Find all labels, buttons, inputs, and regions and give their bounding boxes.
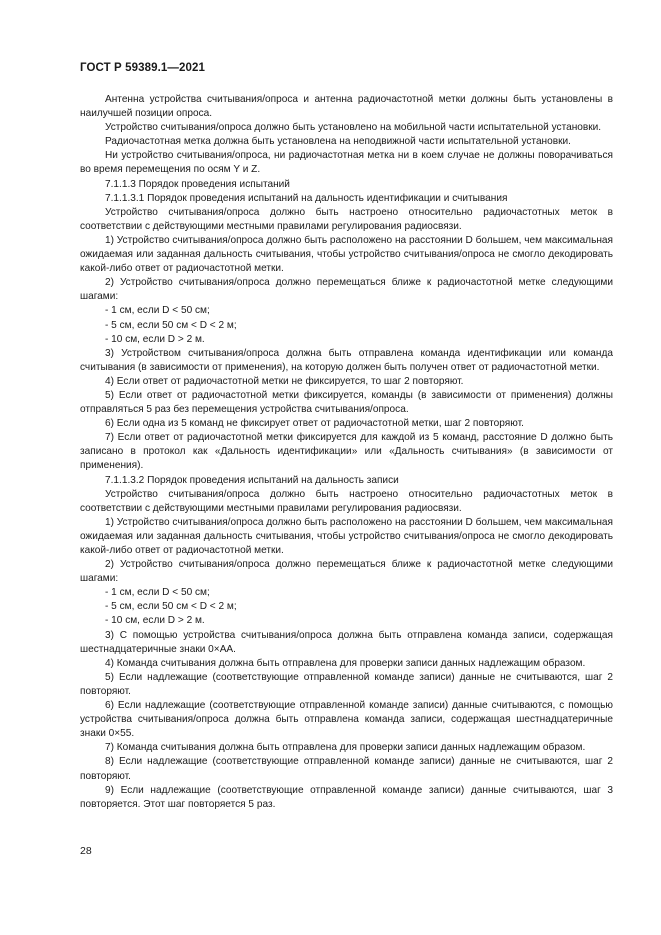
list-item: - 1 см, если D < 50 см;	[105, 587, 210, 599]
step-item: 5) Если надлежащие (соответствующие отправленной команде записи) данные не считываются, шаг 2 повторяют.	[80, 671, 613, 697]
document-header: ГОСТ Р 59389.1—2021	[80, 62, 205, 74]
step-item: 1) Устройство считывания/опроса должно быть расположено на расстоянии D большем, чем максимальная ожидаемая или заданная дальность считывания, чтобы устройство считывания/опроса не смогло декодировать какой-либо ответ от радиочастотной метки.	[80, 516, 613, 556]
step-item: 2) Устройство считывания/опроса должно перемещаться ближе к радиочастотной метке следующими шагами:	[80, 559, 613, 585]
paragraph: Устройство считывания/опроса должно быть установлено на мобильной части испытательной установки.	[105, 122, 602, 134]
step-item: 7) Если ответ от радиочастотной метки фиксируется для каждой из 5 команд, расстояние D должно быть записано в протокол как «Дальность идентификации» или «Дальность считывания» (в зависимости от применения).	[80, 432, 613, 472]
section-heading: 7.1.1.3 Порядок проведения испытаний	[105, 178, 290, 190]
step-item: 6) Если одна из 5 команд не фиксирует ответ от радиочастотной метки, шаг 2 повторяют.	[105, 418, 524, 430]
page-number: 28	[80, 845, 92, 857]
list-item: - 10 см, если D > 2 м.	[105, 615, 205, 627]
list-item: - 10 см, если D > 2 м.	[105, 333, 205, 345]
step-item: 8) Если надлежащие (соответствующие отправленной команде записи) данные не считываются, шаг 2 повторяют.	[80, 756, 613, 782]
paragraph: Устройство считывания/опроса должно быть настроено относительно радиочастотных меток в соответствии с действующими местными правилами регулирования радиосвязи.	[80, 206, 613, 232]
list-item: - 1 см, если D < 50 см;	[105, 305, 210, 317]
step-item: 3) С помощью устройства считывания/опроса должна быть отправлена команда записи, содержащая шестнадцатеричные знаки 0×AA.	[80, 629, 613, 655]
step-item: 4) Команда считывания должна быть отправлена для проверки записи данных надлежащим образом.	[105, 657, 586, 669]
paragraph: Устройство считывания/опроса должно быть настроено относительно радиочастотных меток в соответствии с действующими местными правилами регулирования радиосвязи.	[80, 488, 613, 514]
step-item: 2) Устройство считывания/опроса должно перемещаться ближе к радиочастотной метке следующими шагами:	[80, 277, 613, 303]
step-item: 6) Если надлежащие (соответствующие отправленной команде записи) данные считываются, с помощью устройства считывания/опроса должна быть отправлена команда записи, содержащая шестнадцатеричные знаки 0×55.	[80, 700, 613, 740]
step-item: 7) Команда считывания должна быть отправлена для проверки записи данных надлежащим образом.	[105, 742, 586, 754]
paragraph: Ни устройство считывания/опроса, ни радиочастотная метка ни в коем случае не должны поворачиваться во время перемещения по осям Y и Z.	[80, 150, 613, 176]
step-item: 3) Устройством считывания/опроса должна быть отправлена команда идентификации или команда считывания (в зависимости от применения), на которую должен быть получен ответ от радиочастотной метки.	[80, 347, 613, 373]
step-item: 5) Если ответ от радиочастотной метки фиксируется, команды (в зависимости от применения) должны отправляться 5 раз без перемещения устройства считывания/опроса.	[80, 389, 613, 416]
document-body	[80, 93, 613, 812]
step-item: 1) Устройство считывания/опроса должно быть расположено на расстоянии D большем, чем максимальная ожидаемая или заданная дальность считывания, чтобы устройство считывания/опроса не смогло декодировать какой-либо ответ от радиочастотной метки.	[80, 234, 613, 275]
list-item: - 5 см, если 50 см < D < 2 м;	[105, 319, 237, 331]
section-heading: 7.1.1.3.2 Порядок проведения испытаний на дальность записи	[105, 474, 399, 486]
step-item: 4) Если ответ от радиочастотной метки не фиксируется, то шаг 2 повторяют.	[105, 375, 464, 387]
list-item: - 5 см, если 50 см < D < 2 м;	[105, 601, 237, 613]
paragraph: Антенна устройства считывания/опроса и антенна радиочастотной метки должны быть установлены в наилучшей позиции опроса.	[80, 94, 613, 120]
paragraph: Радиочастотная метка должна быть установлена на неподвижной части испытательной установки.	[105, 136, 571, 148]
section-heading: 7.1.1.3.1 Порядок проведения испытаний на дальность идентификации и считывания	[105, 192, 508, 204]
step-item: 9) Если надлежащие (соответствующие отправленной команде записи) данные считываются, шаг 3 повторяется. Этот шаг повторяется 5 раз.	[80, 784, 613, 810]
